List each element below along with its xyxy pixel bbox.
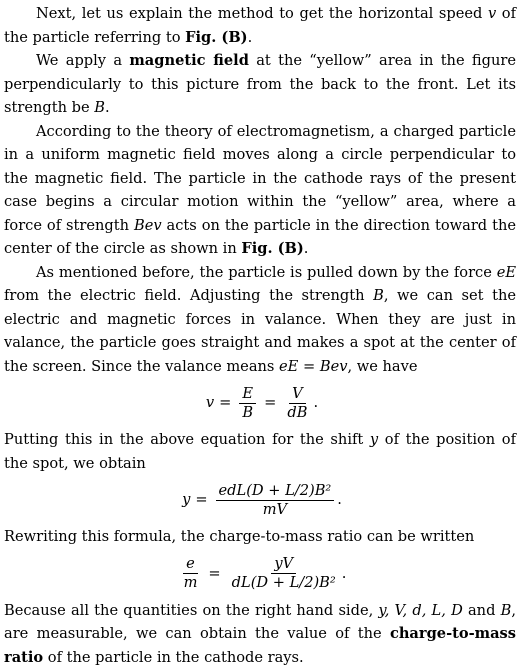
numerator: e [183,555,198,574]
figure-reference: Fig. (B) [185,29,247,46]
denominator: B [239,404,256,422]
text: of the position of the spot, we obtain [4,431,516,472]
math-Bev: Bev [134,217,162,234]
text: As mentioned before, the particle is pulled down by the force [36,264,497,281]
text: . [105,99,110,116]
denominator: dL(D + L/2)B² [229,574,339,592]
eq-lhs: v [206,391,214,415]
text: Next, let us explain the method to get the horizontal speed [36,5,488,22]
fraction-ratio [229,555,339,592]
eq-end: . [313,391,318,415]
numerator: edL(D + L/2)B² [216,482,335,501]
numerator: E [239,385,256,404]
text: . [304,240,309,257]
paragraph-conclusion [0,599,524,669]
eq-end: . [337,488,342,512]
eq-sign: = [219,391,231,415]
text: of the particle referring to [4,5,516,46]
eq-sign: = [208,562,220,586]
text: Because all the quantities on the right hand side, [4,602,378,619]
equation-speed [0,378,524,428]
paragraph-intro [0,2,524,49]
fraction-V-over-dB [284,385,310,422]
equation-shift [0,475,524,525]
denominator: mV [260,501,290,519]
paragraph-substitute [0,428,524,475]
math-B: B [373,287,384,304]
text: of the particle in the cathode rays. [43,649,304,666]
text: acts on the particle in the direction toward the center of the circle as shown in [4,217,516,258]
paragraph-rewrite [0,525,524,549]
fraction-E-over-B [239,385,256,422]
math-B: B [501,602,512,619]
denominator: m [181,574,201,592]
paragraph-magnetic-field [0,49,524,120]
eq-end: . [342,562,347,586]
text: . [248,29,253,46]
numerator: yV [271,555,296,574]
eq-lhs: y [182,488,190,512]
text: from the electric field. Adjusting the strength [4,287,373,304]
text: at the “yellow” area in the figure perpendicularly to this picture from the back to the front. Let its strength be [4,52,516,116]
math-balance-equation: eE = Bev [279,358,347,375]
math-y: y [370,431,378,448]
text: and [463,602,501,619]
equation-charge-to-mass [0,549,524,599]
term-charge-to-mass-ratio: charge-to-mass ratio [4,625,516,666]
text: , are measurable, we can obtain the value of the [4,602,516,643]
figure-reference: Fig. (B) [241,240,303,257]
eq-sign: = [264,391,276,415]
paragraph-electromagnetism [0,120,524,261]
text: , we can set the electric and magnetic forces in valance. When they are just in valance, the particle goes straight and makes a spot at the center of the screen. Since the valance means [4,287,516,375]
math-eE: eE [497,264,516,281]
math-v: v [488,5,496,22]
text: , we have [347,358,417,375]
denominator: dB [284,404,310,422]
text: Rewriting this formula, the charge-to-mass ratio can be written [4,528,474,545]
text: According to the theory of electromagnetism, a charged particle in a uniform magnetic field moves along a circle perpendicular to the magnetic field. The particle in the cathode rays of the present case begins a circular motion within the “yellow” area, where a force of strength [4,123,516,234]
paragraph-balance [0,261,524,379]
numerator: V [289,385,306,404]
fraction-e-over-m [181,555,201,592]
eq-sign: = [195,488,207,512]
fraction-shift [216,482,335,519]
text: Putting this in the above equation for the shift [4,431,370,448]
document-page [0,2,524,598]
text: We apply a [36,52,129,69]
math-B: B [94,99,105,116]
term-magnetic-field: magnetic field [129,52,249,69]
math-variables: y, V, d, L, D [378,602,462,619]
